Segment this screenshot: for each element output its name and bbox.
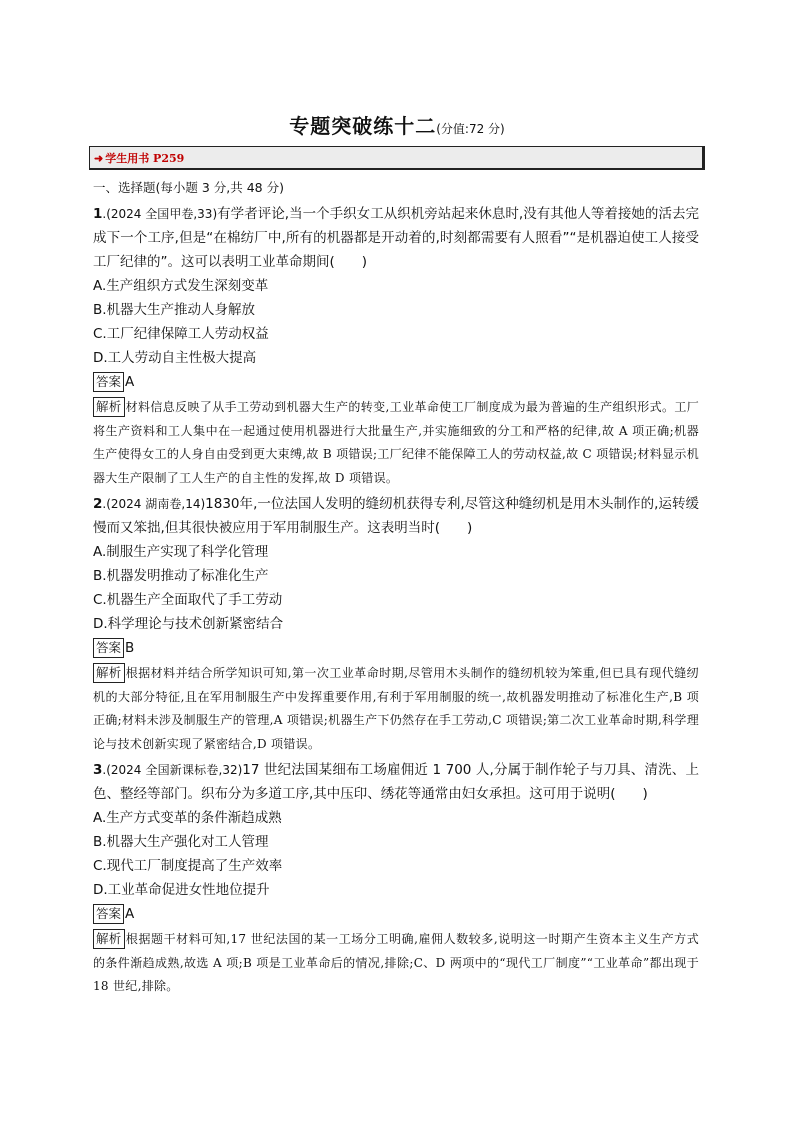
question-stem — [93, 492, 699, 540]
option-d: D.工业革命促进女性地位提升 — [93, 882, 270, 898]
option-c: C.机器生产全面取代了手工劳动 — [93, 592, 283, 608]
banner-tag — [94, 150, 184, 166]
analysis-text: 根据题干材料可知,17 世纪法国的某一工场分工明确,雇佣人数较多,说明这一时期产生资本主义生产方式的条件渐趋成熟,故选 A 项;B 项是工业革命后的情况,排除;C、D 两项中的“现代工厂制度”“工业革命”都出现于 18 世纪,排除。 — [93, 932, 699, 993]
section-heading: 一、选择题(每小题 3 分,共 48 分) — [93, 180, 284, 195]
question-source: .(2024 湖南卷,14) — [102, 497, 206, 511]
answer-row — [93, 371, 699, 395]
answer-value: A — [125, 906, 135, 922]
question-block — [93, 492, 699, 756]
question-source: .(2024 全国新课标卷,32) — [102, 763, 243, 777]
answer-row — [93, 903, 699, 927]
question-text: 有学者评论,当一个手织女工从织机旁站起来休息时,没有其他人等着接她的活去完成下一个工序,但是“在棉纺厂中,所有的机器都是开动着的,时刻都需要有人照看”“是机器迫使工人接受工厂纪律的”。这可以表明工业革命期间( ) — [93, 206, 699, 270]
arrow-icon: ➜ — [94, 152, 104, 165]
answer-label: 答案 — [93, 372, 124, 392]
question-number: 2 — [93, 496, 103, 512]
banner-text: 学生用书 P259 — [105, 152, 185, 165]
option-b: B.机器大生产强化对工人管理 — [93, 834, 269, 850]
option-c: C.工厂纪律保障工人劳动权益 — [93, 326, 269, 342]
question-stem — [93, 758, 699, 806]
analysis-row — [93, 662, 699, 756]
analysis-row — [93, 928, 699, 999]
question-text: 1830年,一位法国人发明的缝纫机获得专利,尽管这种缝纫机是用木头制作的,运转缓慢而又笨拙,但其很快被应用于军用制服生产。这表明当时( ) — [93, 496, 699, 536]
question-number: 3 — [93, 762, 103, 778]
question-block — [93, 758, 699, 999]
option-d: D.工人劳动自主性极大提高 — [93, 350, 257, 366]
option-b: B.机器大生产推动人身解放 — [93, 302, 256, 318]
page-title — [0, 110, 794, 139]
analysis-text: 根据材料并结合所学知识可知,第一次工业革命时期,尽管用木头制作的缝纫机较为笨重,但已具有现代缝纫机的大部分特征,且在军用制服生产中发挥重要作用,有利于军用制服的统一,故机器发明推动了标准化生产,B 项正确;材料未涉及制服生产的管理,A 项错误;机器生产下仍然存在手工劳动,C 项错误;第二次工业革命时期,科学理论与技术创新实现了紧密结合,D 项错误。 — [93, 666, 699, 751]
option-b: B.机器发明推动了标准化生产 — [93, 568, 269, 584]
option-a: A.制服生产实现了科学化管理 — [93, 544, 269, 560]
question-number: 1 — [93, 206, 103, 222]
question-source: .(2024 全国甲卷,33) — [102, 207, 218, 221]
option-a: A.生产组织方式发生深刻变革 — [93, 278, 269, 294]
analysis-label: 解析 — [93, 663, 125, 683]
analysis-label: 解析 — [93, 929, 125, 949]
question-stem — [93, 202, 699, 274]
analysis-row — [93, 396, 699, 490]
question-block — [93, 202, 699, 490]
answer-label: 答案 — [93, 904, 124, 924]
student-book-banner — [89, 146, 705, 170]
answer-label: 答案 — [93, 638, 124, 658]
option-d: D.科学理论与技术创新紧密结合 — [93, 616, 284, 632]
title-main: 专题突破练十二 — [289, 114, 437, 138]
answer-row — [93, 637, 699, 661]
option-c: C.现代工厂制度提高了生产效率 — [93, 858, 283, 874]
analysis-label: 解析 — [93, 397, 125, 417]
title-score: (分值:72 分) — [436, 122, 505, 136]
analysis-text: 材料信息反映了从手工劳动到机器大生产的转变,工业革命使工厂制度成为最为普遍的生产组织形式。工厂将生产资料和工人集中在一起通过使用机器进行大批量生产,并实施细致的分工和严格的纪律,故 A 项正确;机器生产使得女工的人身自由受到更大束缚,故 B 项错误;工厂纪律不能保障工人的劳动权益,故 C 项错误;材料显示机器大生产限制了工人生产的自主性的发挥,故 D 项错误。 — [93, 400, 699, 485]
question-text: 17 世纪法国某细布工场雇佣近 1 700 人,分属于制作轮子与刀具、清洗、上色、整经等部门。织布分为多道工序,其中压印、绣花等通常由妇女承担。这可用于说明( ) — [93, 762, 699, 802]
option-a: A.生产方式变革的条件渐趋成熟 — [93, 810, 282, 826]
answer-value: B — [125, 640, 135, 656]
answer-value: A — [125, 374, 135, 390]
question-content — [93, 178, 699, 999]
